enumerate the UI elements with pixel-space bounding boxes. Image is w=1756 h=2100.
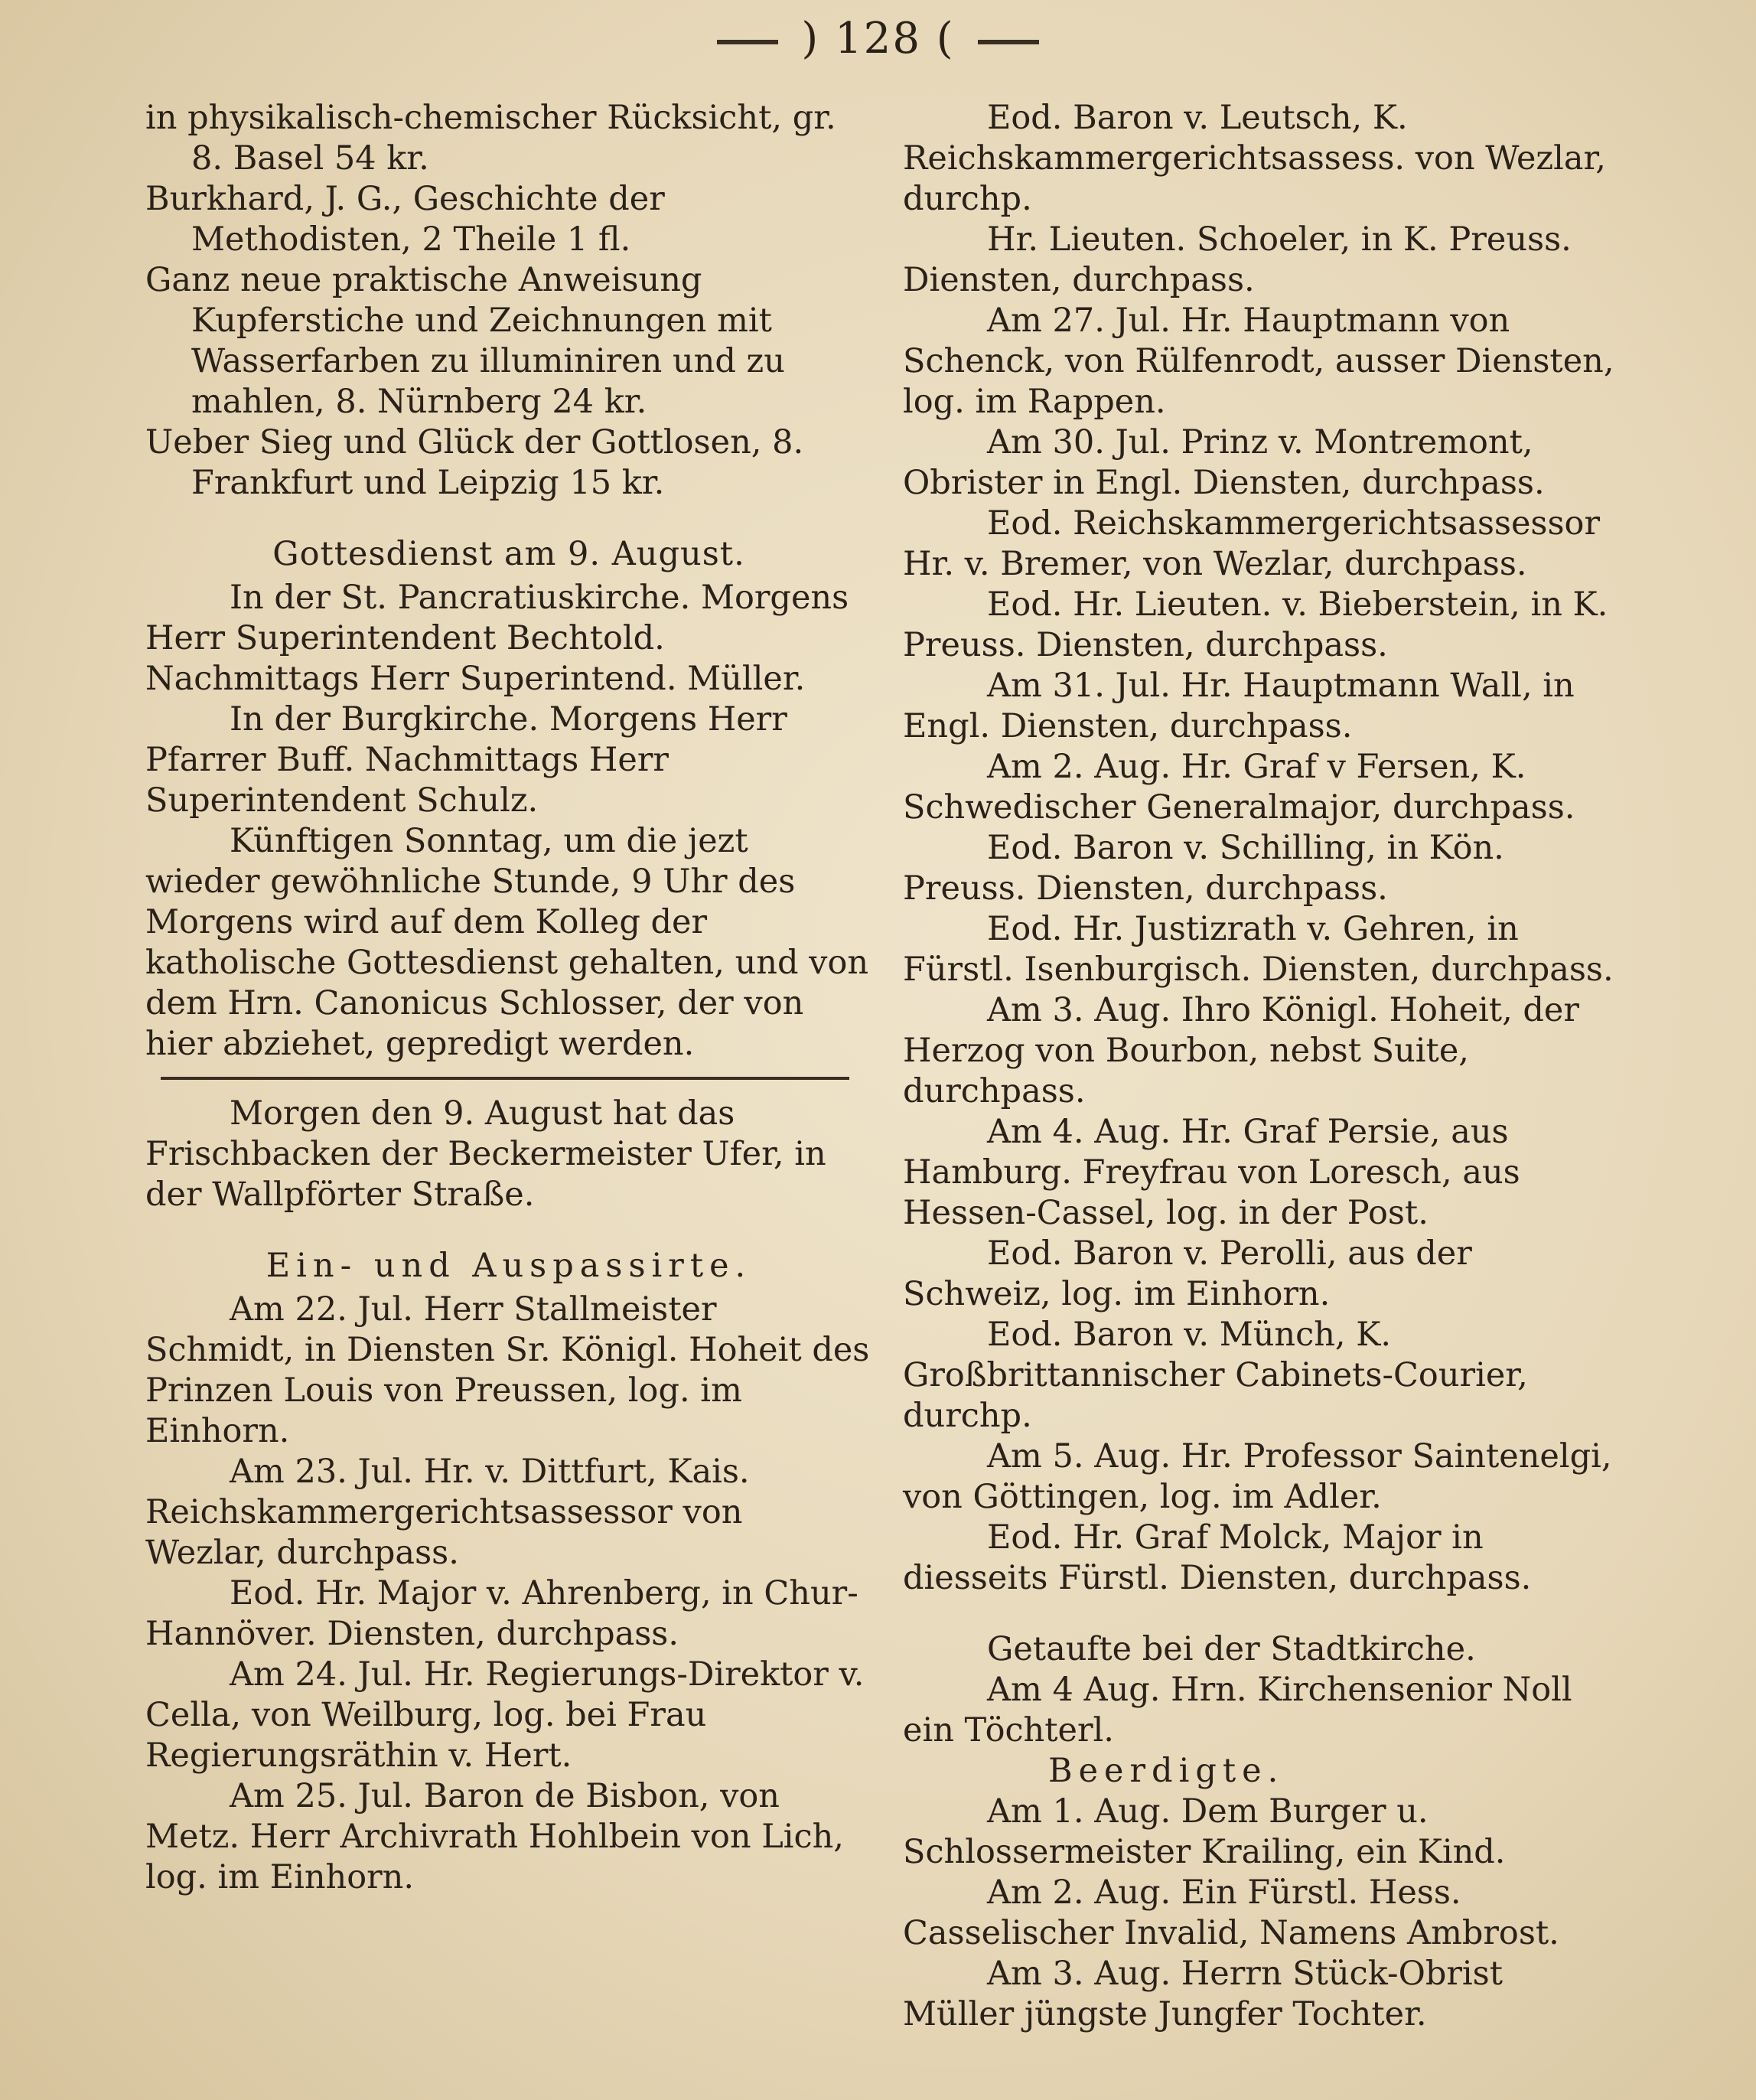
travel-entry: Am 2. Aug. Hr. Graf v Fersen, K. Schwedischer Generalmajor, durchpass. (903, 748, 1575, 827)
page-number: ) 128 ( (801, 14, 955, 64)
travel-entry: Am 5. Aug. Hr. Professor Saintenelgi, von Göttingen, log. im Adler. (903, 1437, 1612, 1516)
page-header (0, 14, 1756, 64)
travel-entry: Hr. Lieuten. Schoeler, in K. Preuss. Diensten, durchpass. (903, 220, 1572, 299)
service-heading: Gottesdienst am 9. August. (272, 535, 745, 573)
spacer (903, 1599, 1622, 1629)
buried-entry: Am 3. Aug. Herrn Stück-Obrist Müller jüngste Jungfer Tochter. (903, 1955, 1503, 2033)
buried-heading: Beerdigte. (1048, 1752, 1285, 1790)
section-divider (161, 1077, 849, 1080)
travel-entry: Eod. Reichskammergerichtsassessor Hr. v. Bremer, von Wezlar, durchpass. (903, 504, 1601, 583)
travel-entry: Eod. Hr. Lieuten. v. Bieberstein, in K. Preuss. Diensten, durchpass. (903, 585, 1608, 664)
left-column (145, 98, 872, 1898)
book-listing: Burkhard, J. G., Geschichte der Methodisten, 2 Theile 1 fl. (145, 180, 665, 259)
travel-entry: Am 3. Aug. Ihro Königl. Hoheit, der Herzog von Bourbon, nebst Suite, durchpass. (903, 991, 1579, 1110)
travel-entry: Am 31. Jul. Hr. Hauptmann Wall, in Engl. Diensten, durchpass. (903, 667, 1575, 745)
baker-notice: Morgen den 9. August hat das Frischbacken der Beckermeister Ufer, in der Wallpförter Straße. (145, 1094, 826, 1214)
travel-entry: Am 23. Jul. Hr. v. Dittfurt, Kais. Reichskammergerichtsassessor von Wezlar, durchpass. (145, 1453, 750, 1572)
baptized-heading: Getaufte bei der Stadtkirche. (987, 1630, 1476, 1668)
travel-entry: Am 22. Jul. Herr Stallmeister Schmidt, in Diensten Sr. Königl. Hoheit des Prinzen Louis von Preussen, log. im Einhorn. (145, 1290, 870, 1450)
buried-entry: Am 1. Aug. Dem Burger u. Schlossermeister Krailing, ein Kind. (903, 1792, 1506, 1871)
travel-entry: Eod. Baron v. Münch, K. Großbrittannischer Cabinets-Courier, durchp. (903, 1316, 1528, 1435)
travel-entry: Eod. Hr. Graf Molck, Major in diesseits Fürstl. Diensten, durchpass. (903, 1518, 1532, 1597)
header-rule-right (978, 40, 1039, 44)
baptized-entry: Am 4 Aug. Hrn. Kirchensenior Noll ein Töchterl. (903, 1671, 1572, 1749)
right-column (903, 98, 1622, 2035)
book-listing: in physikalisch-chemischer Rücksicht, gr. 8. Basel 54 kr. (145, 99, 836, 178)
travel-entry: Eod. Baron v. Schilling, in Kön. Preuss. Diensten, durchpass. (903, 829, 1504, 908)
book-listing: Ganz neue praktische Anweisung Kupferstiche und Zeichnungen mit Wasserfarben zu illuminiren und zu mahlen, 8. Nürnberg 24 kr. (145, 261, 785, 421)
travel-entry: Am 24. Jul. Hr. Regierungs-Direktor v. Cella, von Weilburg, log. bei Frau Regierungsräthin v. Hert. (145, 1655, 865, 1775)
travel-entry: Eod. Baron v. Leutsch, K. Reichskammergerichtsassess. von Wezlar, durchp. (903, 99, 1606, 218)
travel-entry: Am 4. Aug. Hr. Graf Persie, aus Hamburg. Freyfrau von Loresch, aus Hessen-Cassel, log. in der Post. (903, 1113, 1520, 1232)
travel-entry: Am 30. Jul. Prinz v. Montremont, Obrister in Engl. Diensten, durchpass. (903, 423, 1545, 502)
travel-entry: Am 27. Jul. Hr. Hauptmann von Schenck, von Rülfenrodt, ausser Diensten, log. im Rappen. (903, 302, 1614, 421)
travel-entry: Am 25. Jul. Baron de Bisbon, von Metz. Herr Archivrath Hohlbein von Lich, log. im Einhorn. (145, 1777, 844, 1896)
buried-entry: Am 2. Aug. Ein Fürstl. Hess. Casselischer Invalid, Namens Ambrost. (903, 1873, 1559, 1952)
travel-entry: Eod. Hr. Justizrath v. Gehren, in Fürstl. Isenburgisch. Diensten, durchpass. (903, 910, 1614, 989)
travel-entry: Eod. Hr. Major v. Ahrenberg, in Chur-Hannöver. Diensten, durchpass. (145, 1574, 858, 1653)
book-listing: Ueber Sieg und Glück der Gottlosen, 8. Frankfurt und Leipzig 15 kr. (145, 423, 804, 502)
service-paragraph: In der St. Pancratiuskirche. Morgens Herr Superintendent Bechtold. Nachmittags Herr Superintend. Müller. (145, 579, 849, 698)
service-paragraph: In der Burgkirche. Morgens Herr Pfarrer Buff. Nachmittags Herr Superintendent Schulz. (145, 700, 787, 820)
travel-entry: Eod. Baron v. Perolli, aus der Schweiz, log. im Einhorn. (903, 1234, 1472, 1313)
header-rule-left (717, 40, 778, 44)
travel-heading: Ein- und Auspassirte. (266, 1247, 752, 1285)
service-paragraph: Künftigen Sonntag, um die jezt wieder gewöhnliche Stunde, 9 Uhr des Morgens wird auf dem Kolleg der katholische Gottesdienst gehalten, und von dem Hrn. Canonicus Schlosser, der von hier abziehet, gepredigt werden. (145, 822, 869, 1063)
